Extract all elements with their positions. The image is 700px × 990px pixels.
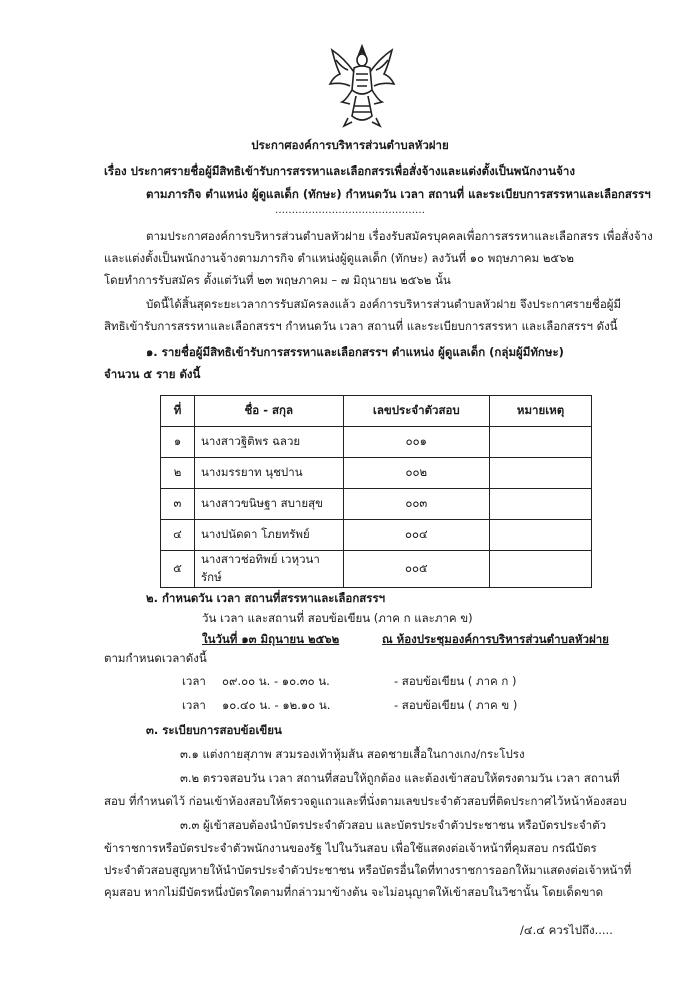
row-exam-id: ๐๐๒: [343, 458, 489, 489]
rule-3-3-line1: ๓.๓ ผู้เข้าสอบต้องนำบัตรประจำตัวสอบ และบัตรประจำตัวประชาชน หรือบัตรประจำตัว: [180, 818, 607, 832]
header-divider: ………………………………………: [275, 205, 425, 216]
table-row: [161, 551, 592, 588]
col-header-name: ชื่อ - สกุล: [194, 396, 343, 427]
row-remark: [490, 520, 592, 551]
row-no: ๒: [161, 458, 195, 489]
candidates-table: [160, 395, 592, 588]
schedule-task: - สอบข้อเขียน ( ภาค ก ): [394, 674, 517, 688]
col-header-exam-id: เลขประจำตัวสอบ: [343, 396, 489, 427]
col-header-remark: หมายเหตุ: [490, 396, 592, 427]
col-header-no: ที่: [161, 396, 195, 427]
row-name: นางมรรยาท นุชปาน: [194, 458, 343, 489]
row-exam-id: ๐๐๓: [343, 489, 489, 520]
row-remark: [490, 458, 592, 489]
rule-3-2-line2: สอบ ที่กำหนดไว้ ก่อนเข้าห้องสอบให้ตรวจดูแถวและที่นั่งตามเลขประจำตัวสอบที่ติดประกาศไว้หน้าห้องสอบ: [104, 794, 627, 808]
intro-p1-line2: และแต่งตั้งเป็นพนักงานจ้างตามภารกิจ ตำแหน่งผู้ดูแลเด็ก (ทักษะ) ลงวันที่ ๑๐ พฤษภาคม ๒๕๖๒: [104, 251, 574, 265]
rule-3-3-line2: ข้าราชการหรือบัตรประจำตัวพนักงานของรัฐ ไปในวันสอบ เพื่อใช้แสดงต่อเจ้าหน้าที่คุมสอบ กรณีบัตร: [104, 841, 597, 855]
intro-p1-line3: โดยทำการรับสมัคร ตั้งแต่วันที่ ๒๓ พฤษภาคม – ๗ มิถุนายน ๒๕๖๒ นั้น: [104, 273, 451, 287]
row-remark: [490, 551, 592, 588]
row-no: ๓: [161, 489, 195, 520]
garuda-emblem-icon: [326, 40, 398, 130]
table-row: [161, 458, 592, 489]
schedule-label: เวลา: [182, 674, 206, 688]
subject-line-1: เรื่อง ประกาศรายชื่อผู้มีสิทธิเข้ารับการสรรหาและเลือกสรรเพื่อสั่งจ้างและแต่งตั้งเป็นพนักงานจ้าง: [104, 164, 575, 178]
row-name: นางสาวช่อทิพย์ เวหุวนารักษ์: [194, 551, 343, 588]
row-remark: [490, 427, 592, 458]
row-no: ๑: [161, 427, 195, 458]
rule-3-2-line1: ๓.๒ ตรวจสอบวัน เวลา สถานที่สอบให้ถูกต้อง และต้องเข้าสอบให้ตรงตามวัน เวลา สถานที่: [180, 771, 620, 785]
schedule-intro: ตามกำหนดเวลาดังนี้: [104, 651, 207, 665]
section3-heading: ๓. ระเบียบการสอบข้อเขียน: [146, 723, 282, 737]
schedule-time: ๑๐.๔๐ น. - ๑๒.๑๐ น.: [222, 698, 331, 712]
row-exam-id: ๐๐๑: [343, 427, 489, 458]
row-name: นางสาวขนิษฐา สบายสุข: [194, 489, 343, 520]
exam-date: ในวันที่ ๑๓ มิถุนายน ๒๕๖๒: [202, 632, 340, 646]
schedule-task: - สอบข้อเขียน ( ภาค ข ): [394, 698, 518, 712]
intro-p1-line1: ตามประกาศองค์การบริหารส่วนตำบลหัวฝาย เรื่องรับสมัครบุคคลเพื่อการสรรหาและเลือกสรร เพื่อสั่งจ้าง: [146, 229, 653, 243]
row-no: ๕: [161, 551, 195, 588]
exam-place: ณ ห้องประชุมองค์การบริหารส่วนตำบลหัวฝาย: [382, 632, 609, 646]
row-exam-id: ๐๐๕: [343, 551, 489, 588]
document-title: ประกาศองค์การบริหารส่วนตำบลหัวฝาย: [251, 138, 449, 152]
section1-heading: ๑. รายชื่อผู้มีสิทธิเข้ารับการสรรหาและเลือกสรรฯ ตำแหน่ง ผู้ดูแลเด็ก (กลุ่มผู้มีทักษะ): [146, 345, 564, 359]
table-header-row: [161, 396, 592, 427]
row-exam-id: ๐๐๔: [343, 520, 489, 551]
schedule-time: ๐๙.๐๐ น. - ๑๐.๓๐ น.: [222, 674, 330, 688]
table-row: [161, 489, 592, 520]
section2-line1: วัน เวลา และสถานที่ สอบข้อเขียน (ภาค ก และภาค ข): [202, 611, 473, 625]
section1-count: จำนวน ๕ ราย ดังนี้: [104, 367, 201, 381]
section2-heading: ๒. กำหนดวัน เวลา สถานที่สรรหาและเลือกสรรฯ: [146, 591, 386, 605]
intro-p2-line1: บัดนี้ได้สิ้นสุดระยะเวลาการรับสมัครลงแล้ว องค์การบริหารส่วนตำบลหัวฝาย จึงประกาศรายชื่อผู้มี: [146, 297, 622, 311]
continued-note: /๔.๔ ควรไปถึง.....: [520, 923, 613, 937]
intro-p2-line2: สิทธิเข้ารับการสรรหาและเลือกสรรฯ กำหนดวัน เวลา สถานที่ และระเบียบการสรรหา และเลือกสรรฯ ดังนี้: [104, 319, 618, 333]
row-no: ๔: [161, 520, 195, 551]
schedule-label: เวลา: [182, 698, 206, 712]
table-row: [161, 520, 592, 551]
rule-3-1: ๓.๑ แต่งกายสุภาพ สวมรองเท้าหุ้มส้น สอดชายเสื้อในกางเกง/กระโปรง: [180, 747, 525, 761]
rule-3-3-line3: ประจำตัวสอบสูญหายให้นำบัตรประจำตัวประชาชน หรือบัตรอื่นใดที่ทางราชการออกให้มาแสดงต่อเจ้าหน้าที่: [104, 863, 632, 877]
rule-3-3-line4: คุมสอบ หากไม่มีบัตรหนึ่งบัตรใดตามที่กล่าวมาข้างต้น จะไม่อนุญาตให้เข้าสอบในวิชานั้น โดยเด็ดขาด: [104, 885, 604, 899]
row-remark: [490, 489, 592, 520]
row-name: นางปนัดดา โภยทรัพย์: [194, 520, 343, 551]
row-name: นางสาวฐิติพร ฉลวย: [194, 427, 343, 458]
subject-line-2: ตามภารกิจ ตำแหน่ง ผู้ดูแลเด็ก (ทักษะ) กำหนดวัน เวลา สถานที่ และระเบียบการสรรหาและเลือกสรรฯ: [146, 187, 651, 201]
table-row: [161, 427, 592, 458]
